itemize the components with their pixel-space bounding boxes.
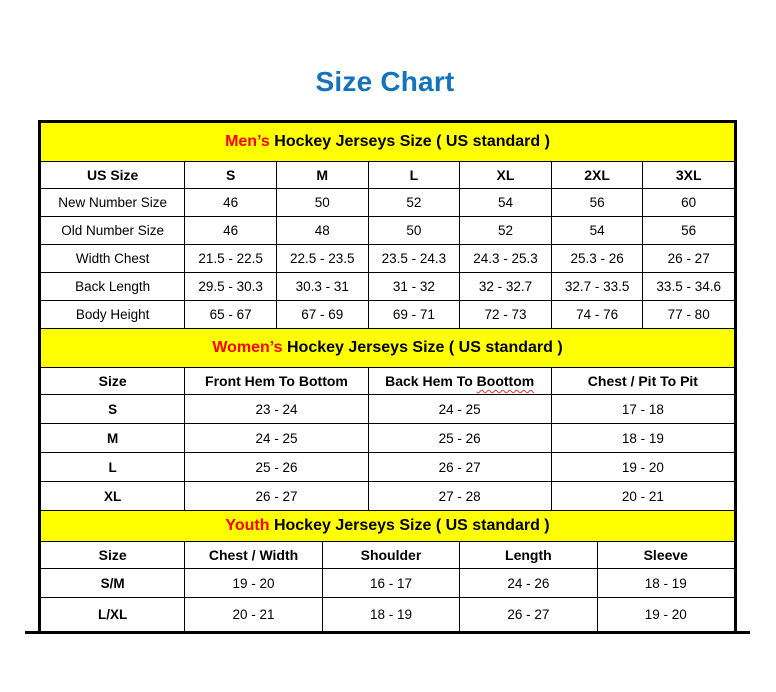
mens-section-heading (41, 123, 735, 162)
table-cell: 24 - 26 (460, 569, 597, 598)
column-header: US Size (41, 162, 185, 189)
youth-heading-text: Hockey Jerseys Size ( US standard ) (269, 517, 550, 534)
mens-section-band-row (41, 123, 735, 162)
table-cell: 22.5 - 23.5 (276, 245, 368, 273)
table-cell: 30.3 - 31 (276, 273, 368, 301)
table-cell: 21.5 - 22.5 (185, 245, 277, 273)
row-label: Body Height (41, 301, 185, 329)
table-cell: 20 - 21 (185, 598, 322, 632)
table-row (41, 189, 735, 217)
table-cell: 56 (551, 189, 643, 217)
table-cell: 25 - 26 (368, 424, 551, 453)
misspelled-word: Boottom (476, 373, 535, 389)
table-cell: 18 - 19 (597, 569, 734, 598)
table-cell: 17 - 18 (551, 395, 734, 424)
table-cell: 67 - 69 (276, 301, 368, 329)
table-row (41, 301, 735, 329)
table-cell: 72 - 73 (460, 301, 552, 329)
row-label: Width Chest (41, 245, 185, 273)
table-cell: 32.7 - 33.5 (551, 273, 643, 301)
table-cell: 26 - 27 (460, 598, 597, 632)
womens-section-heading (41, 329, 735, 368)
mens-size-table (40, 122, 735, 329)
table-row (41, 569, 735, 598)
table-row (41, 273, 735, 301)
table-cell: 19 - 20 (185, 569, 322, 598)
youth-heading-highlight: Youth (225, 517, 270, 534)
table-cell: 46 (185, 189, 277, 217)
table-cell: 19 - 20 (551, 453, 734, 482)
page-title: Size Chart (315, 66, 455, 97)
column-header: Chest / Pit To Pit (551, 368, 734, 395)
table-cell: 54 (460, 189, 552, 217)
womens-section-band-row (41, 329, 735, 368)
table-cell: 19 - 20 (597, 598, 734, 632)
table-cell: 20 - 21 (551, 482, 734, 511)
table-cell: 52 (460, 217, 552, 245)
table-cell: 16 - 17 (322, 569, 459, 598)
table-row (41, 395, 735, 424)
column-header: 2XL (551, 162, 643, 189)
table-cell: 29.5 - 30.3 (185, 273, 277, 301)
row-label: S/M (41, 569, 185, 598)
table-cell: 46 (185, 217, 277, 245)
mens-heading-highlight: Men’s (225, 133, 270, 150)
table-cell: 65 - 67 (185, 301, 277, 329)
column-header: Chest / Width (185, 542, 322, 569)
table-row (41, 424, 735, 453)
table-cell: 26 - 27 (368, 453, 551, 482)
youth-header-row (41, 542, 735, 569)
table-cell: 69 - 71 (368, 301, 460, 329)
column-header: Size (41, 368, 185, 395)
table-cell: 26 - 27 (643, 245, 735, 273)
table-row (41, 245, 735, 273)
column-header: S (185, 162, 277, 189)
table-cell: 24 - 25 (185, 424, 368, 453)
table-cell: 52 (368, 189, 460, 217)
womens-header-row (41, 368, 735, 395)
table-cell: 33.5 - 34.6 (643, 273, 735, 301)
column-header: Sleeve (597, 542, 734, 569)
row-label: S (41, 395, 185, 424)
youth-section-heading (41, 511, 735, 542)
row-label: XL (41, 482, 185, 511)
table-row (41, 598, 735, 632)
size-tables-container (38, 120, 737, 634)
womens-heading-text: Hockey Jerseys Size ( US standard ) (282, 339, 563, 356)
row-label: L (41, 453, 185, 482)
womens-heading-highlight: Women’s (212, 339, 283, 356)
table-cell: 18 - 19 (322, 598, 459, 632)
column-header: Front Hem To Bottom (185, 368, 368, 395)
column-header: L (368, 162, 460, 189)
table-cell: 25.3 - 26 (551, 245, 643, 273)
column-header: M (276, 162, 368, 189)
table-cell: 18 - 19 (551, 424, 734, 453)
table-cell: 23.5 - 24.3 (368, 245, 460, 273)
row-label: M (41, 424, 185, 453)
table-cell: 31 - 32 (368, 273, 460, 301)
table-row (41, 482, 735, 511)
row-label: Old Number Size (41, 217, 185, 245)
womens-size-table (40, 328, 735, 511)
table-row (41, 453, 735, 482)
column-header: Length (460, 542, 597, 569)
table-cell: 32 - 32.7 (460, 273, 552, 301)
table-cell: 74 - 76 (551, 301, 643, 329)
table-row (41, 217, 735, 245)
table-cell: 25 - 26 (185, 453, 368, 482)
table-cell: 56 (643, 217, 735, 245)
youth-section-band-row (41, 511, 735, 542)
table-cell: 24.3 - 25.3 (460, 245, 552, 273)
table-cell: 48 (276, 217, 368, 245)
mens-header-row (41, 162, 735, 189)
column-header: Size (41, 542, 185, 569)
table-cell: 27 - 28 (368, 482, 551, 511)
youth-size-table (40, 510, 735, 632)
table-cell: 77 - 80 (643, 301, 735, 329)
table-cell: 54 (551, 217, 643, 245)
column-header: 3XL (643, 162, 735, 189)
row-label: L/XL (41, 598, 185, 632)
table-cell: 50 (368, 217, 460, 245)
row-label: Back Length (41, 273, 185, 301)
table-cell: 24 - 25 (368, 395, 551, 424)
column-header: Back Hem To Boottom (368, 368, 551, 395)
table-cell: 60 (643, 189, 735, 217)
table-cell: 50 (276, 189, 368, 217)
column-header: Shoulder (322, 542, 459, 569)
column-header: XL (460, 162, 552, 189)
table-cell: 23 - 24 (185, 395, 368, 424)
table-cell: 26 - 27 (185, 482, 368, 511)
mens-heading-text: Hockey Jerseys Size ( US standard ) (269, 133, 550, 150)
row-label: New Number Size (41, 189, 185, 217)
